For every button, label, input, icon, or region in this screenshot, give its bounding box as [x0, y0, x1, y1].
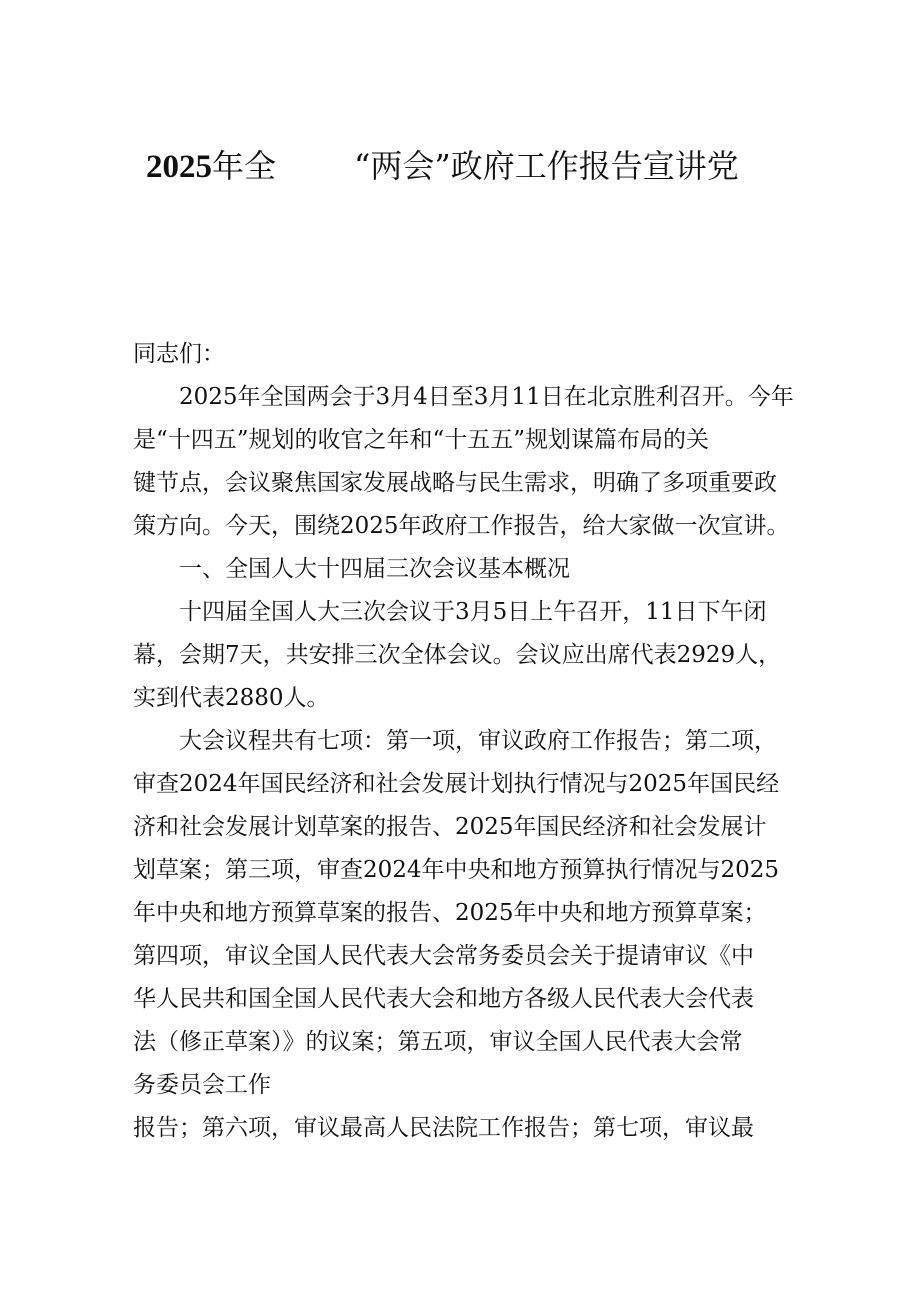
section-heading: 一、全国人大十四届三次会议基本概况	[179, 556, 570, 582]
body-line: 华人民共和国全国人民代表大会和地方各级人民代表大会代表	[133, 986, 754, 1012]
title-part-2: “两会”政府工作报告宣讲党	[354, 147, 739, 185]
title-part-1: 年全	[212, 147, 277, 185]
body-line: 2025年全国两会于3月4日至3月11日在北京胜利召开。今年	[179, 384, 794, 410]
body-line: 实到代表2880人。	[133, 685, 330, 711]
body-line: 划草案；第三项，审查2024年中央和地方预算执行情况与2025	[133, 857, 780, 883]
body-line: 第四项，审议全国人民代表大会常务委员会关于提请审议《中	[133, 943, 754, 969]
body-line: 法（修正草案）》的议案；第五项，审议全国人民代表大会常	[133, 1029, 743, 1055]
document-body	[133, 333, 809, 1150]
body-line: 幕，会期7天，共安排三次全体会议。会议应出席代表2929人，	[133, 642, 782, 668]
body-line: 报告；第六项，审议最高人民法院工作报告；第七项，审议最	[133, 1115, 754, 1141]
body-line: 济和社会发展计划草案的报告、2025年国民经济和社会发展计	[133, 814, 767, 840]
body-line: 键节点，会议聚焦国家发展战略与民生需求，明确了多项重要政	[133, 470, 777, 496]
body-line: 审查2024年国民经济和社会发展计划执行情况与2025年国民经	[133, 771, 780, 797]
body-line: 十四届全国人大三次会议于3月5日上午召开，11日下午闭	[179, 599, 767, 625]
title-year: 2025	[146, 149, 212, 185]
body-line: 务委员会工作	[133, 1072, 271, 1098]
body-line: 同志们：	[133, 341, 225, 367]
body-line: 策方向。今天，围绕2025年政府工作报告，给大家做一次宣讲。	[133, 513, 790, 539]
body-line: 年中央和地方预算草案的报告、2025年中央和地方预算草案；	[133, 900, 767, 926]
body-line: 是“十四五”规划的收官之年和“十五五”规划谋篇布局的关	[133, 427, 710, 453]
body-line: 大会议程共有七项：第一项，审议政府工作报告；第二项，	[179, 728, 777, 754]
document-title	[146, 142, 739, 190]
